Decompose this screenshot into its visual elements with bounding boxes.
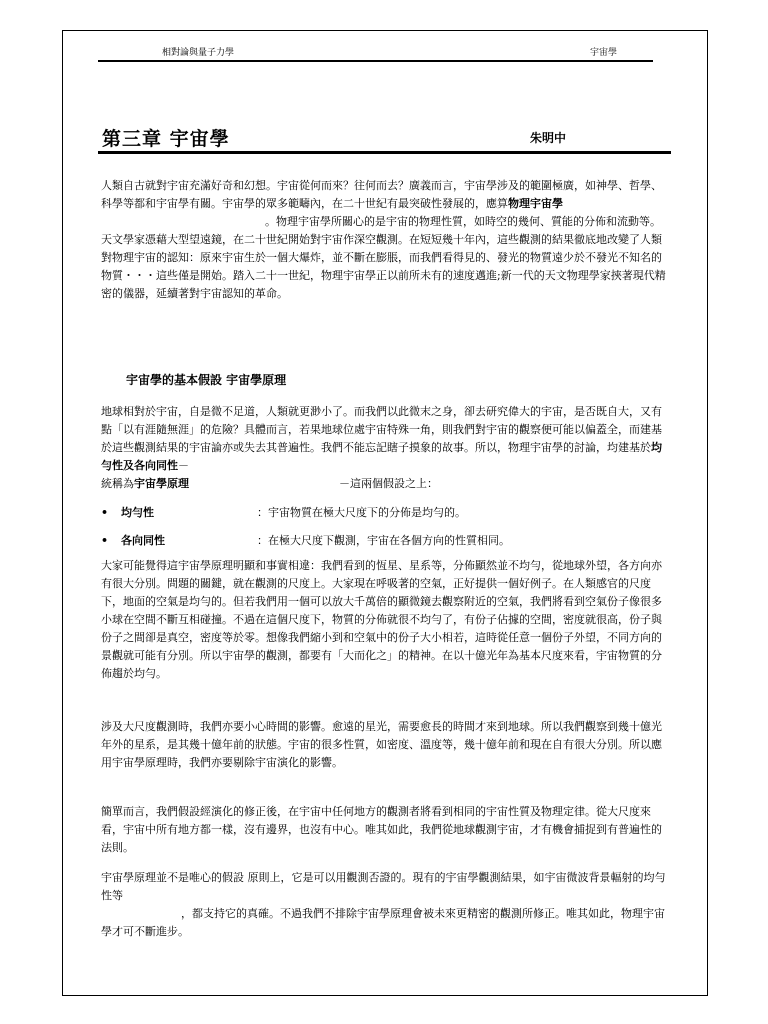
term-joiner: 及 (123, 459, 134, 472)
bullet-isotropy (101, 532, 510, 550)
bullet-term: 均勻性 (121, 506, 154, 519)
principle-paragraph-2: 大家可能覺得這宇宙學原理明顯和事實相違：我們看到的恆星、星系等，分佈顯然並不均勻，從地球外望，各方向亦有很大分別。問題的關鍵，就在觀測的尺度上。大家現在呼吸著的空氣，正好提供一個好例子。在人類感官的尺度下，地面的空氣是均勻的。但若我們用一個可以放大千萬倍的顯微鏡去觀察附近的空氣，我們將看到空氣份子像很多小球在空間不斷互相碰撞。不過在這個尺度下，物質的分佈就很不均勻了，有份子佔據的空間，密度就很高，份子與份子之間卻是真空，密度等於零。想像我們縮小到和空氣中的份子大小相若，這時從任意一個份子外望，不同方向的景觀就可能有分別。所以宇宙學的觀測，都要有「大而化之」的精神。在以十億光年為基本尺度來看，宇宙物質的分佈趨於均勻。 (101, 559, 662, 680)
running-header-right: 宇宙學 (590, 48, 618, 58)
chapter-author: 朱明中 (530, 131, 567, 145)
principle-text-5a: 宇宙學原理並不是唯心的假設 原則上，它是可以用觀測否證的。現有的宇宙學觀測結果，如宇宙微波背景輻射的均勻性等 (101, 871, 666, 902)
principle-paragraph-3: 涉及大尺度觀測時，我們亦要小心時間的影響。愈遠的星光，需要愈長的時間才來到地球。所以我們觀察到幾十億光年外的星系，是其幾十億年前的狀態。宇宙的很多性質，如密度、溫度等，幾十億年前和現在自有很大分別。所以應用宇宙學原理時，我們亦要剔除宇宙演化的影響。 (101, 720, 662, 769)
header-rule (98, 60, 653, 62)
title-rule (98, 151, 671, 154)
intro-text: 人類自古就對宇宙充滿好奇和幻想。宇宙從何而來？往何而去？廣義而言，宇宙學涉及的範圍極廣，如神學、哲學、科學等都和宇宙學有關。宇宙學的眾多範疇內，在二十世紀有最突破性發展的，應算 (101, 179, 662, 210)
dash: － (178, 459, 189, 472)
principle-text-5b: ，都支持它的真確。不過我們不排除宇宙學原理會被未來更精密的觀測所修正。唯其如此，物理宇宙學才可不斷進步。 (101, 907, 665, 938)
intro-bold-term: 物理宇宙學 (508, 197, 563, 210)
term-isotropy: 各向同性 (134, 459, 178, 472)
bullet-desc: ：在極大尺度下觀測，宇宙在各個方向的性質相同。 (257, 534, 510, 547)
intro-paragraph (101, 177, 669, 303)
principle-paragraph-5 (101, 869, 669, 941)
bullet-desc: ：宇宙物質在極大尺度下的分佈是均勻的。 (257, 506, 466, 519)
principle-text-d: 統稱為 (101, 477, 134, 490)
principle-paragraph-4: 簡單而言，我們假設經演化的修正後，在宇宙中任何地方的觀測者將看到相同的宇宙性質及物理定律。從大尺度來看，宇宙中所有地方都一樣，沒有邊界，也沒有中心。唯其如此，我們從地球觀測宇宙，才有機會捕捉到有普遍性的法則。 (101, 805, 662, 854)
principle-paragraph-1 (101, 403, 669, 493)
principle-text-e: －這兩個假設之上： (339, 477, 438, 490)
bullet-dot: • (101, 534, 109, 547)
bullet-dot: • (101, 506, 109, 519)
running-header-left: 相對論與量子力學 (162, 48, 235, 58)
term-homogeneity: 均勻性 (101, 441, 662, 472)
intro-text-tail: 。物理宇宙學所關心的是宇宙的物理性質，如時空的幾何、質能的分佈和流動等。天文學家憑藉大型望遠鏡，在二十世紀開始對宇宙作深空觀測。在短短幾十年內，這些觀測的結果徹底地改變了人類對物理宇宙的認知：原來宇宙生於一個大爆炸，並不斷在膨脹，而我們看得見的、發光的物質遠少於不發光不知名的物質・・・這些僅是開始。踏入二十一世紀，物理宇宙學正以前所未有的速度邁進;新一代的天文物理學家挾著現代精密的儀器，延續著對宇宙認知的革命。 (101, 215, 666, 300)
bullet-term: 各向同性 (121, 534, 165, 547)
chapter-title: 第三章 宇宙學 (102, 128, 230, 150)
bullet-homogeneity (101, 504, 466, 522)
section-heading: 宇宙學的基本假設 宇宙學原理 (126, 373, 287, 387)
term-cosmological-principle: 宇宙學原理 (134, 477, 189, 490)
principle-text-a: 地球相對於宇宙，自是微不足道，人類就更渺小了。而我們以此微末之身，卻去研究偉大的宇宙，是否既自大，又有點「以有涯隨無涯」的危險？具體而言，若果地球位處宇宙特殊一角，則我們對宇宙的觀察便可能以偏蓋全，而建基於這些觀測結果的宇宙論亦或失去其普遍性。我們不能忘記瞎子摸象的故事。所以，物理宇宙學的討論，均建基於 (101, 405, 662, 454)
